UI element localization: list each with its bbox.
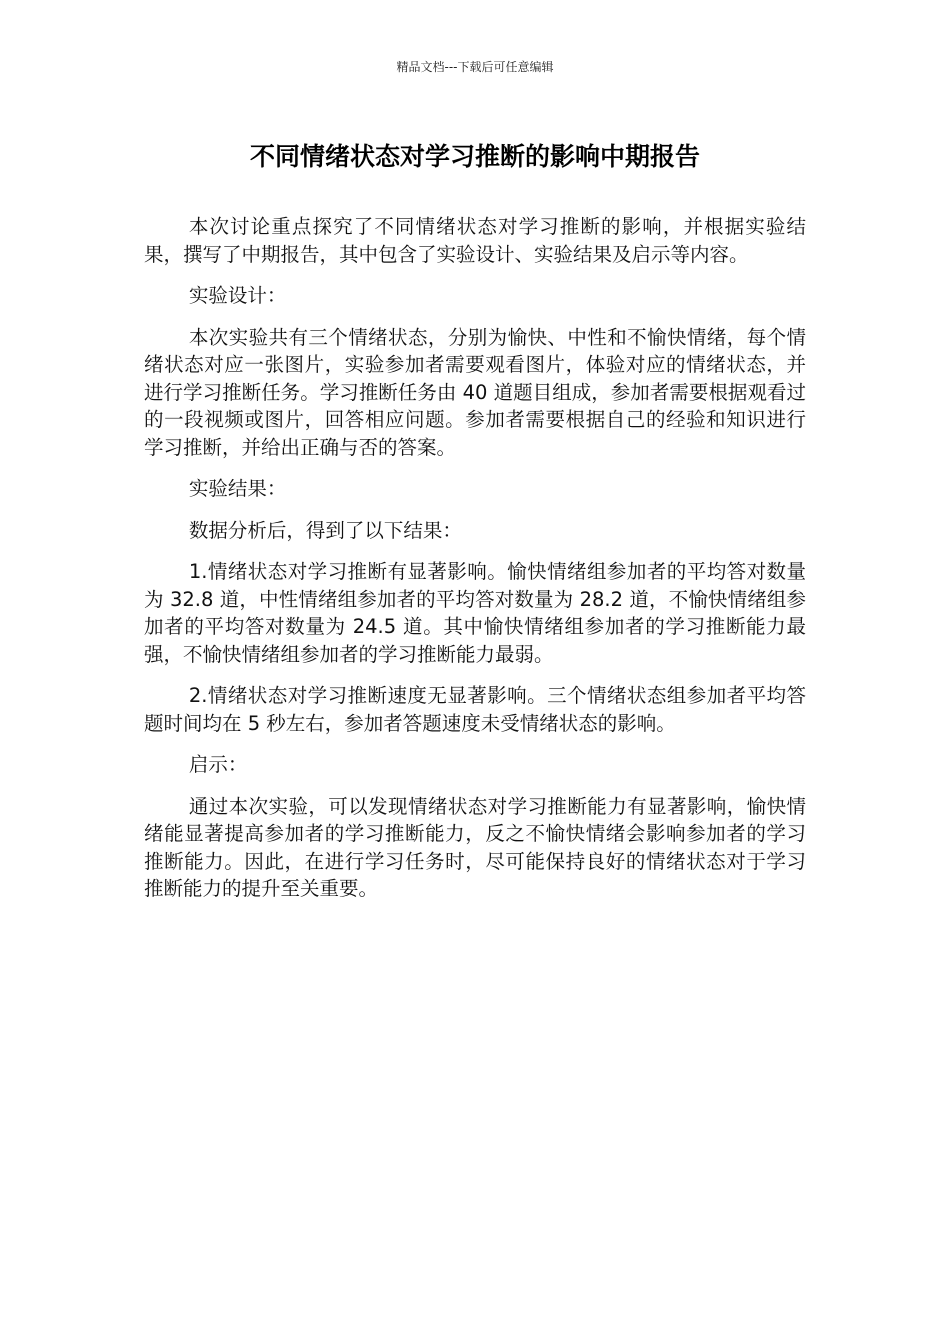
result-item-1: 1.情绪状态对学习推断有显著影响。愉快情绪组参加者的平均答对数量为 32.8 道，中性情绪组参加者的平均答对数量为 28.2 道，不愉快情绪组参加者的平均答对数量为 24.5 道。其中愉快情绪组参加者的学习推断能力最强，不愉快情绪组参加者的学习推断能力最弱。 (144, 560, 806, 666)
header-note: 精品文档---下载后可任意编辑 (396, 60, 554, 74)
results-intro-paragraph: 数据分析后，得到了以下结果： (188, 518, 462, 542)
result-item-2: 2.情绪状态对学习推断速度无显著影响。三个情绪状态组参加者平均答题时间均在 5 秒左右，参加者答题速度未受情绪状态的影响。 (144, 684, 806, 735)
implications-paragraph: 通过本次实验，可以发现情绪状态对学习推断能力有显著影响，愉快情绪能显著提高参加者的学习推断能力，反之不愉快情绪会影响参加者的学习推断能力。因此，在进行学习任务时，尽可能保持良好的情绪状态对于学习推断能力的提升至关重要。 (144, 794, 806, 900)
page-title: 不同情绪状态对学习推断的影响中期报告 (249, 142, 700, 171)
section-heading-results: 实验结果： (188, 477, 287, 500)
design-paragraph: 本次实验共有三个情绪状态，分别为愉快、中性和不愉快情绪，每个情绪状态对应一张图片，实验参加者需要观看图片，体验对应的情绪状态，并进行学习推断任务。学习推断任务由 40 道题目组成，参加者需要根据观看过的一段视频或图片，回答相应问题。参加者需要根据自己的经验和知识进行学习推断，并给出正确与否的答案。 (144, 325, 806, 459)
document-body (144, 213, 806, 917)
section-heading-design: 实验设计： (188, 284, 287, 307)
intro-paragraph: 本次讨论重点探究了不同情绪状态对学习推断的影响，并根据实验结果，撰写了中期报告，其中包含了实验设计、实验结果及启示等内容。 (144, 215, 806, 266)
section-heading-implications: 启示： (188, 753, 248, 776)
